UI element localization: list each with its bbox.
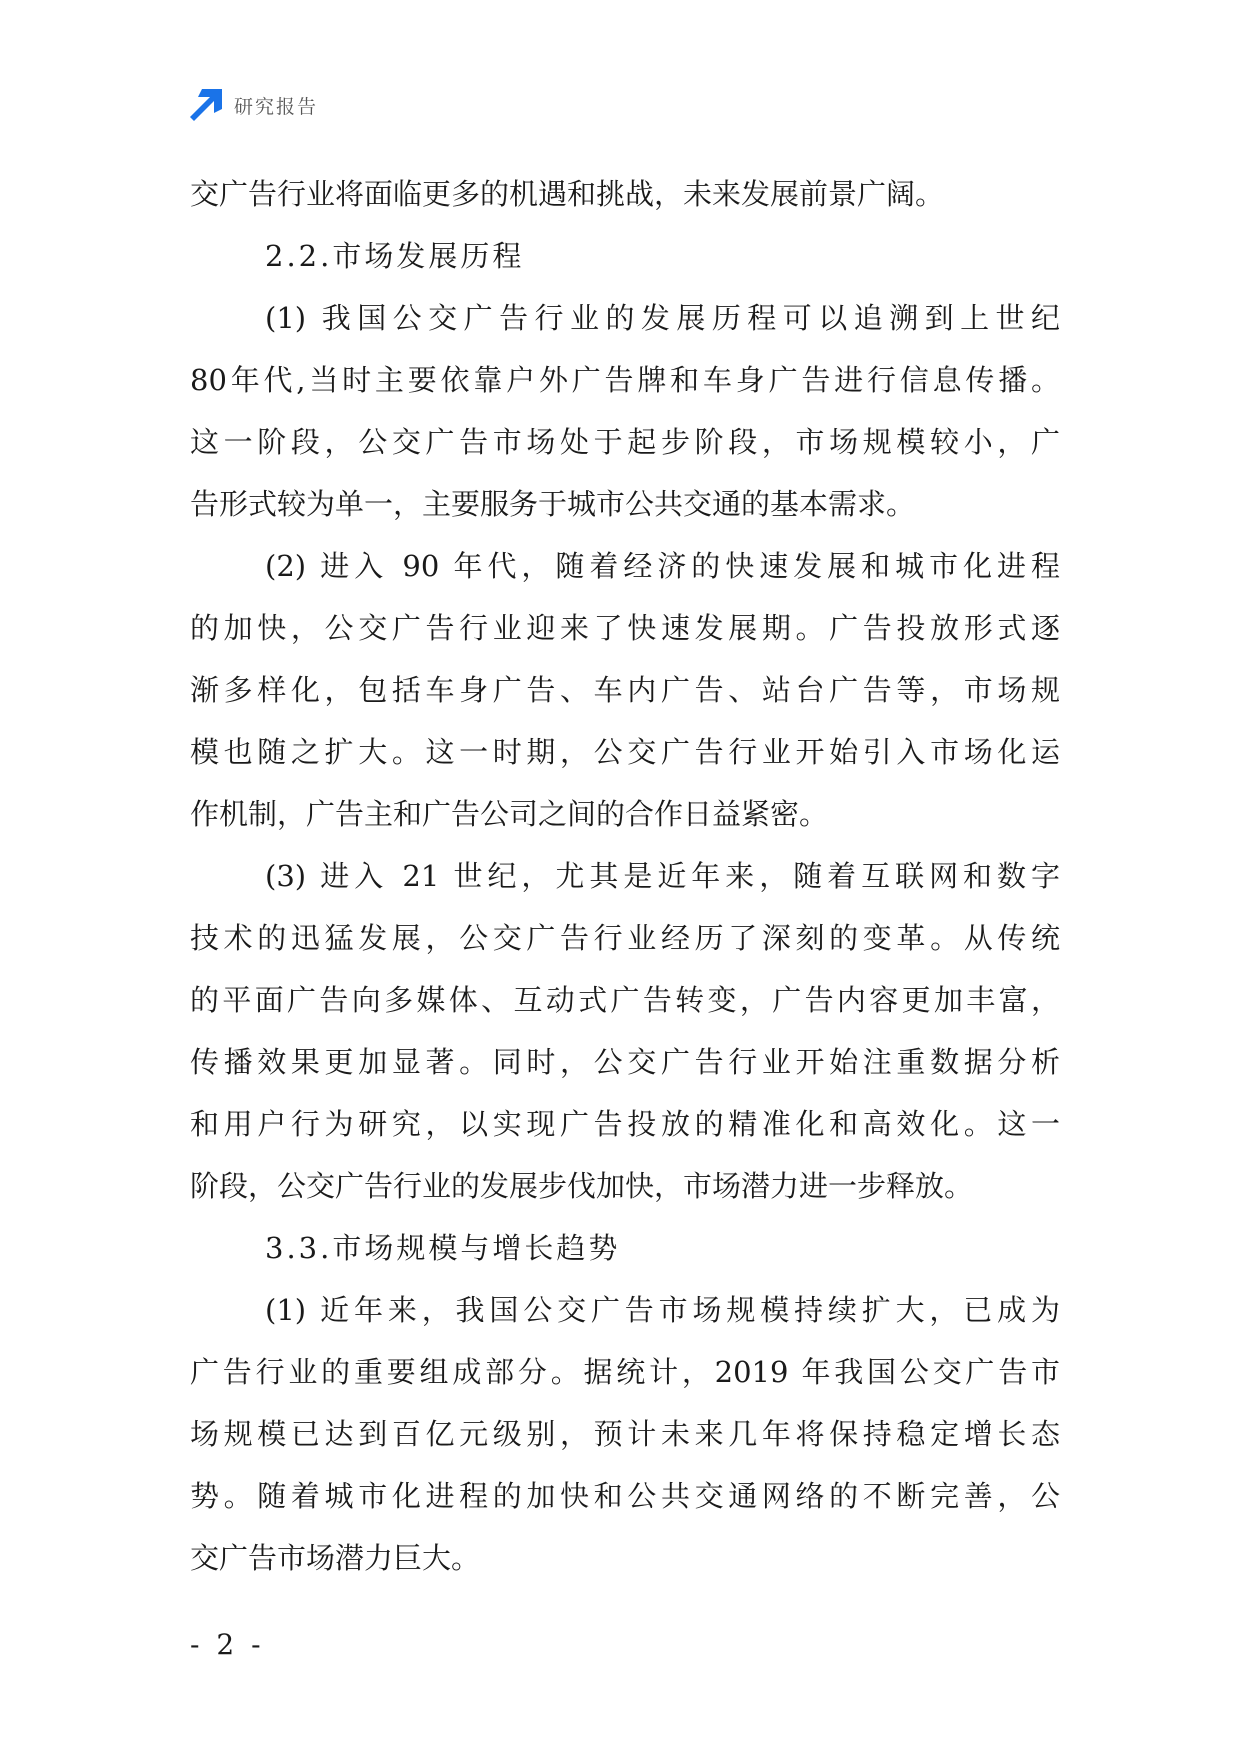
document-body (190, 163, 1060, 1589)
paragraph-line: 传播效果更加显著。同时，公交广告行业开始注重数据分析 (190, 1045, 1060, 1079)
paragraph-line: 和用户行为研究，以实现广告投放的精准化和高效化。这一 (190, 1107, 1060, 1141)
paragraph-line: 这一阶段，公交广告市场处于起步阶段，市场规模较小，广 (190, 425, 1060, 459)
paragraph-line: (3) 进入 21 世纪，尤其是近年来，随着互联网和数字 (265, 859, 1060, 893)
paragraph-line: 模也随之扩大。这一时期，公交广告行业开始引入市场化运 (190, 735, 1060, 769)
page-number: - 2 - (190, 1628, 265, 1661)
paragraph-line: (1) 我国公交广告行业的发展历程可以追溯到上世纪 (265, 301, 1060, 335)
section-heading: 2.2.市场发展历程 (265, 239, 525, 273)
paragraph-line: 广告行业的重要组成部分。据统计，2019 年我国公交广告市 (190, 1355, 1060, 1389)
page-header (190, 88, 318, 122)
paragraph-line: (1) 近年来，我国公交广告市场规模持续扩大，已成为 (265, 1293, 1060, 1327)
section-heading: 3.3.市场规模与增长趋势 (265, 1231, 621, 1265)
paragraph-line: 势。随着城市化进程的加快和公共交通网络的不断完善，公 (190, 1479, 1060, 1513)
arrow-up-right-icon (190, 89, 222, 121)
paragraph-line: 场规模已达到百亿元级别，预计未来几年将保持稳定增长态 (190, 1417, 1060, 1451)
paragraph-line: 告形式较为单一，主要服务于城市公共交通的基本需求。 (190, 487, 916, 521)
paragraph-line: 的加快，公交广告行业迎来了快速发展期。广告投放形式逐 (190, 611, 1060, 645)
paragraph-line: 80年代,当时主要依靠户外广告牌和车身广告进行信息传播。 (190, 363, 1060, 397)
paragraph-line: 技术的迅猛发展，公交广告行业经历了深刻的变革。从传统 (190, 921, 1060, 955)
paragraph-line: 作机制，广告主和广告公司之间的合作日益紧密。 (190, 797, 829, 831)
header-title: 研究报告 (234, 95, 319, 118)
paragraph-line: 交广告行业将面临更多的机遇和挑战，未来发展前景广阔。 (190, 177, 945, 211)
paragraph-line: 交广告市场潜力巨大。 (190, 1541, 481, 1575)
paragraph-line: 渐多样化，包括车身广告、车内广告、站台广告等，市场规 (190, 673, 1060, 707)
paragraph-line: 阶段，公交广告行业的发展步伐加快，市场潜力进一步释放。 (190, 1169, 974, 1203)
paragraph-line: (2) 进入 90 年代，随着经济的快速发展和城市化进程 (265, 549, 1060, 583)
paragraph-line: 的平面广告向多媒体、互动式广告转变，广告内容更加丰富， (190, 983, 1060, 1017)
